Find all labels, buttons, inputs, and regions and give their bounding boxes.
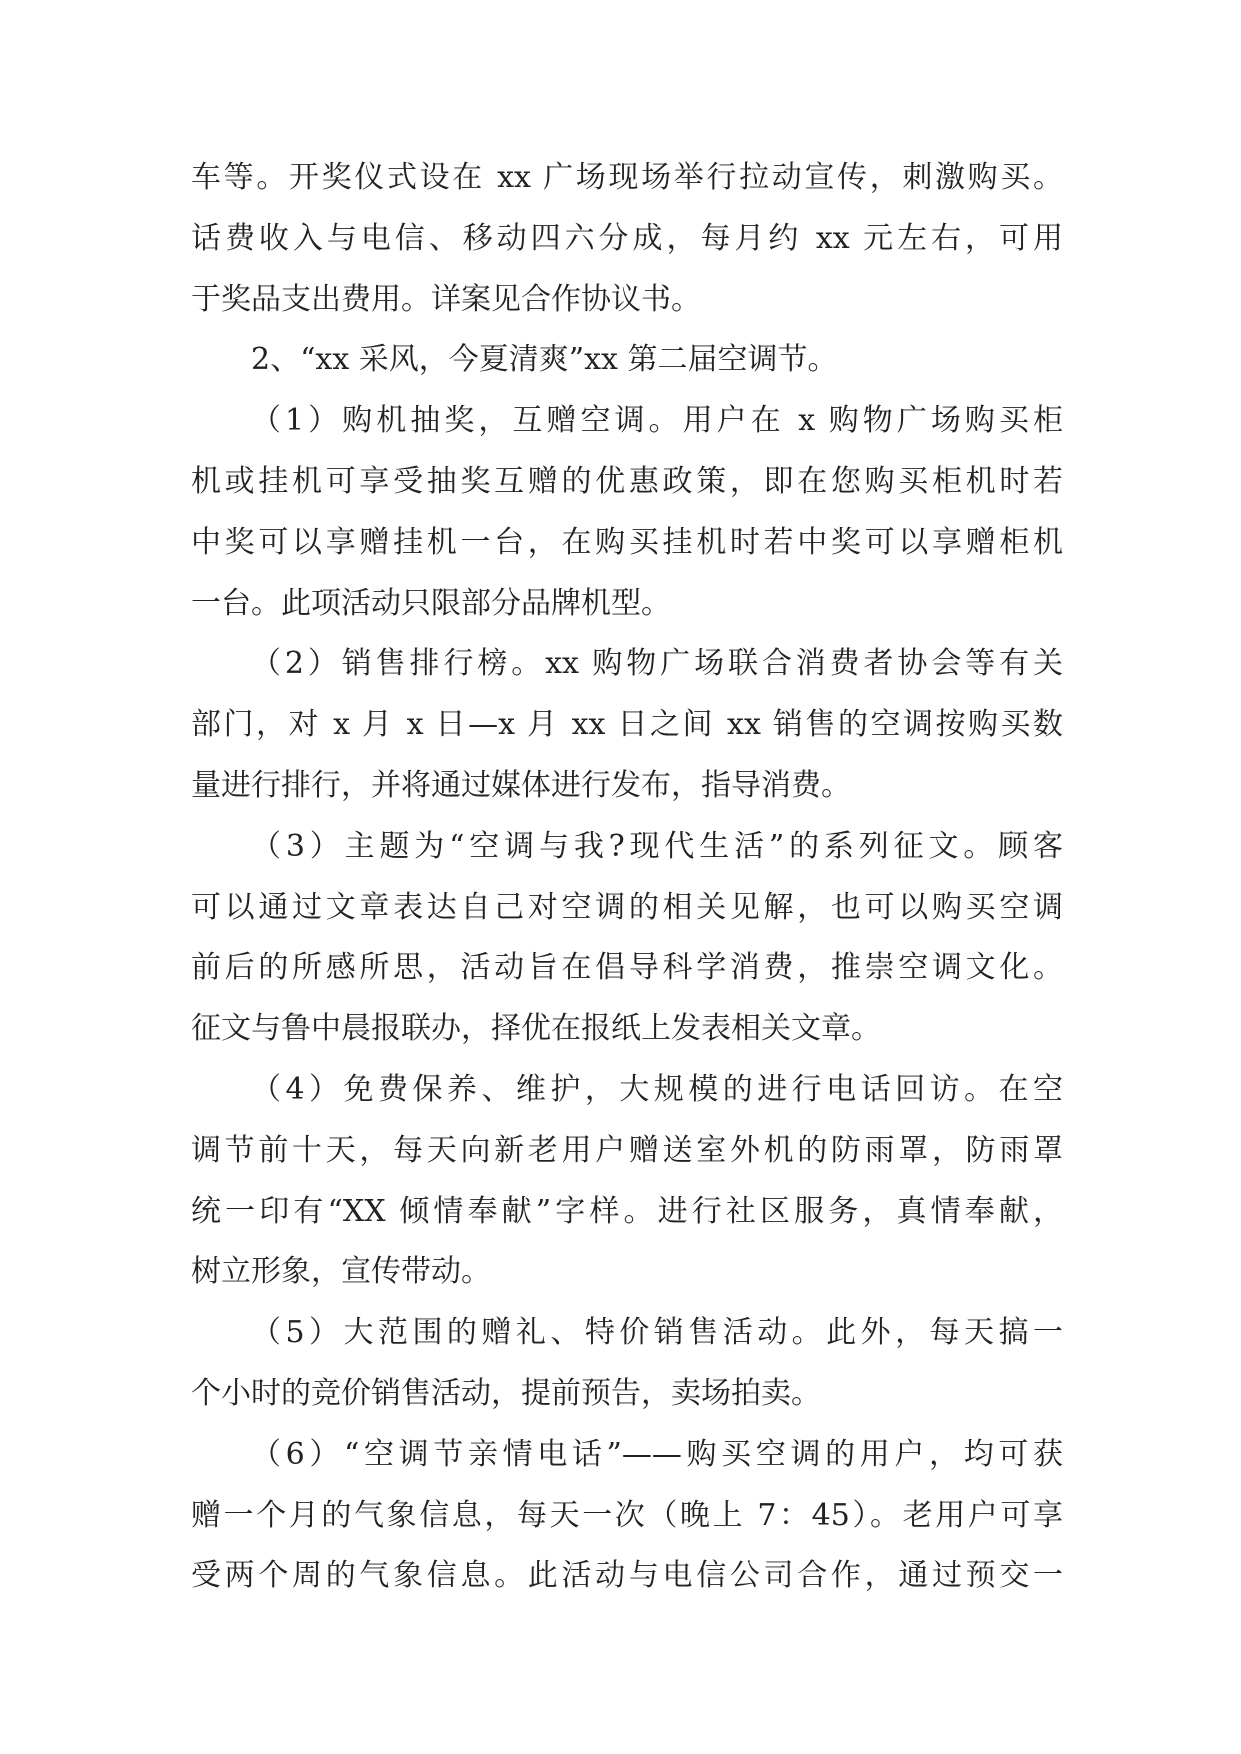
paragraph-start: （3）主题为“空调与我?现代生活”的系列征文。顾客	[251, 828, 1063, 864]
paragraph-start: （2）销售排行榜。xx 购物广场联合消费者协会等有关	[251, 646, 1063, 682]
document-body	[191, 148, 1063, 1607]
text-line: 征文与鲁中晨报联办，择优在报纸上发表相关文章。	[191, 1011, 881, 1047]
section-heading: 2、“xx 采风，今夏清爽”xx 第二届空调节。	[251, 342, 838, 378]
text-line: 个小时的竞价销售活动，提前预告，卖场拍卖。	[191, 1375, 821, 1411]
paragraph-start: （1）购机抽奖，互赠空调。用户在 x 购物广场购买柜	[251, 403, 1063, 439]
text-line: 赠一个月的气象信息，每天一次（晚上 7：45）。老用户可享	[191, 1497, 1063, 1533]
text-line: 前后的所感所思，活动旨在倡导科学消费，推崇空调文化。	[191, 950, 1063, 986]
text-line: 受两个周的气象信息。此活动与电信公司合作，通过预交一	[191, 1558, 1063, 1594]
text-line: 树立形象，宣传带动。	[191, 1254, 491, 1290]
text-line: 中奖可以享赠挂机一台，在购买挂机时若中奖可以享赠柜机	[191, 524, 1063, 560]
text-line: 量进行排行，并将通过媒体进行发布，指导消费。	[191, 767, 851, 803]
text-line: 调节前十天，每天向新老用户赠送室外机的防雨罩，防雨罩	[191, 1132, 1063, 1168]
text-line: 机或挂机可享受抽奖互赠的优惠政策，即在您购买柜机时若	[191, 463, 1063, 499]
text-line: 一台。此项活动只限部分品牌机型。	[191, 585, 671, 621]
text-line: 统一印有“XX 倾情奉献”字样。进行社区服务，真情奉献，	[191, 1193, 1063, 1229]
text-line: 于奖品支出费用。详案见合作协议书。	[191, 281, 701, 317]
paragraph-start: （6）“空调节亲情电话”——购买空调的用户，均可获	[251, 1436, 1063, 1472]
text-line: 车等。开奖仪式设在 xx 广场现场举行拉动宣传，刺激购买。	[191, 160, 1063, 195]
text-line: 部门，对 x 月 x 日—x 月 xx 日之间 xx 销售的空调按购买数	[191, 707, 1063, 743]
paragraph-start: （4）免费保养、维护，大规模的进行电话回访。在空	[251, 1071, 1063, 1107]
text-line: 话费收入与电信、移动四六分成，每月约 xx 元左右，可用	[191, 220, 1063, 256]
paragraph-start: （5）大范围的赠礼、特价销售活动。此外，每天搞一	[251, 1315, 1063, 1351]
text-line: 可以通过文章表达自己对空调的相关见解，也可以购买空调	[191, 889, 1063, 925]
